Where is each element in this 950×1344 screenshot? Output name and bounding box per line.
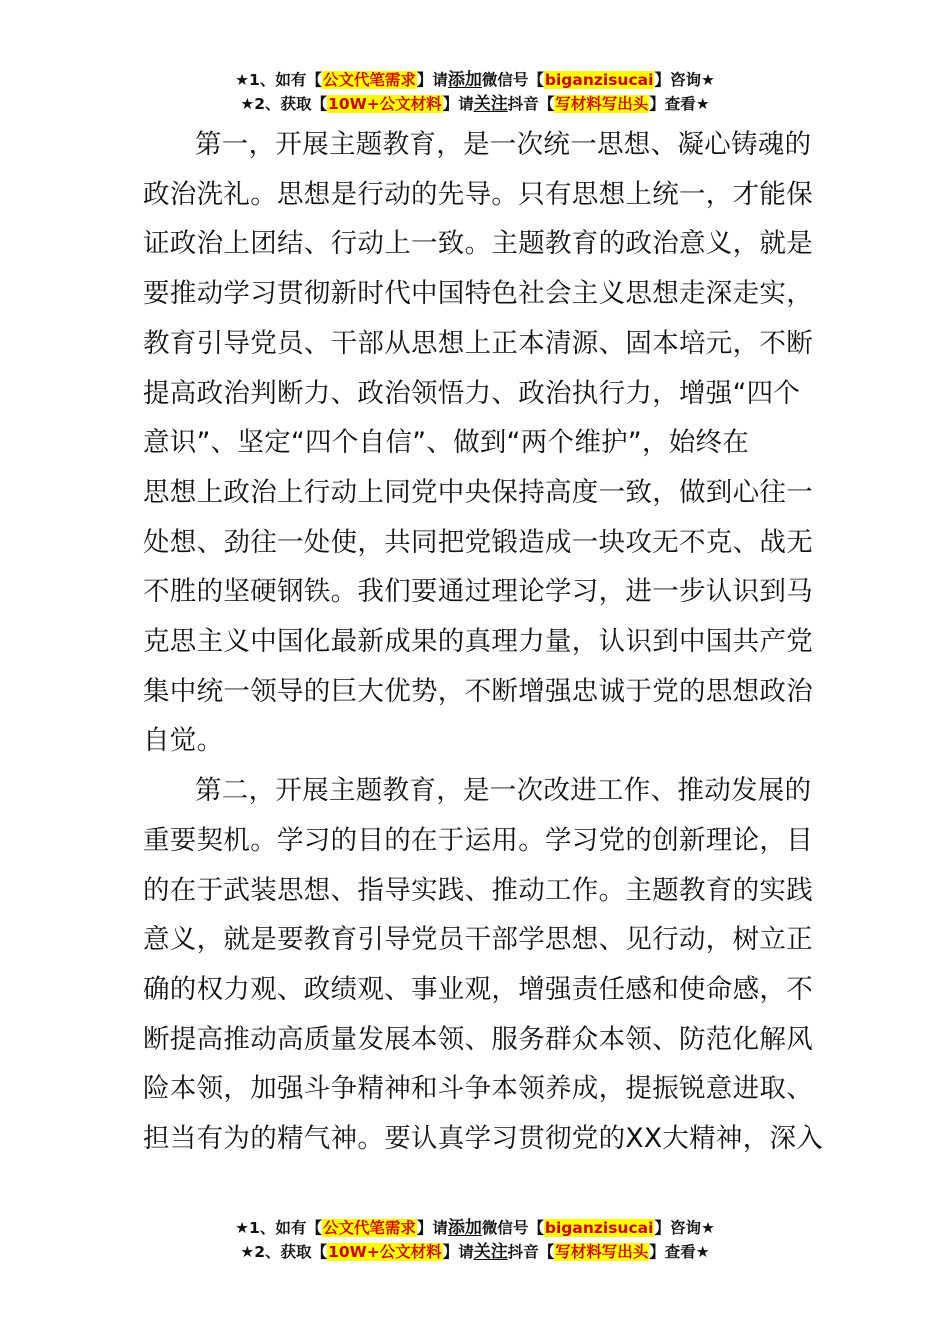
text-line: 第一，开展主题教育，是一次统一思想、凝心铸魂的	[195, 129, 812, 160]
banner-text: 微信号【	[481, 71, 544, 89]
banner-text: 】请	[416, 71, 448, 89]
banner-text: 】请	[442, 95, 474, 113]
highlight-service: 公文代笔需求	[322, 1219, 416, 1237]
banner-text: ★2、获取【	[240, 1243, 328, 1261]
text-line: 的在于武装思想、指导实践、推动工作。主题教育的实践	[143, 874, 813, 906]
text-line: 确的权力观、政绩观、事业观，增强责任感和使命感，不	[143, 973, 813, 1005]
text-line: 要推动学习贯彻新时代中国特色社会主义思想走深走实，	[143, 278, 813, 310]
document-body	[143, 120, 824, 1164]
text-line: 提高政治判断力、政治领悟力、政治执行力，增强“四个	[143, 377, 801, 409]
banner-emphasis: 关注	[473, 1242, 508, 1262]
paragraph-1	[143, 120, 813, 766]
banner-emphasis: 关注	[473, 94, 508, 114]
footer-banner	[0, 1216, 950, 1264]
banner-text: 】请	[416, 1219, 448, 1237]
text-line: 处想、劲往一处使，共同把党锻造成一块攻无不克、战无	[143, 526, 813, 558]
text-line: 意识”、坚定“四个自信”、做到“两个维护”，始终在	[143, 427, 750, 459]
banner-line-1	[0, 68, 950, 92]
text-line: 克思主义中国化最新成果的真理力量，认识到中国共产党	[143, 626, 813, 658]
highlight-materials: 10W+公文材料	[328, 95, 442, 113]
banner-text: 】请	[442, 1243, 474, 1261]
banner-text: ★1、如有【	[235, 71, 322, 89]
banner-emphasis: 添加	[447, 1218, 482, 1238]
banner-emphasis: 添加	[447, 70, 482, 90]
banner-line-1	[0, 1216, 950, 1240]
banner-text: ★1、如有【	[235, 1219, 322, 1237]
banner-text: 】查看★	[649, 1243, 710, 1261]
banner-line-2	[0, 1240, 950, 1264]
highlight-materials: 10W+公文材料	[328, 1243, 442, 1261]
wechat-id: biganzisucai	[544, 1219, 654, 1237]
text-line: 思想上政治上行动上同党中央保持高度一致，做到心往一	[143, 476, 813, 508]
banner-text: 微信号【	[481, 1219, 544, 1237]
paragraph-2	[143, 766, 824, 1164]
banner-text: 抖音【	[507, 1243, 555, 1261]
text-line: 重要契机。学习的目的在于运用。学习党的创新理论，目	[143, 824, 813, 856]
text-line: 不胜的坚硬钢铁。我们要通过理论学习，进一步认识到马	[143, 576, 813, 608]
banner-text: 抖音【	[507, 95, 555, 113]
wechat-id: biganzisucai	[544, 71, 654, 89]
douyin-account: 写材料写出头	[555, 95, 649, 113]
banner-text: 】咨询★	[654, 71, 715, 89]
text-line: 险本领，加强斗争精神和斗争本领养成，提振锐意进取、	[143, 1073, 813, 1105]
text-line: 意义，就是要教育引导党员干部学思想、见行动，树立正	[143, 924, 813, 956]
banner-text: 】咨询★	[654, 1219, 715, 1237]
douyin-account: 写材料写出头	[555, 1243, 649, 1261]
banner-line-2	[0, 92, 950, 116]
text-line: 集中统一领导的巨大优势，不断增强忠诚于党的思想政治	[143, 675, 813, 707]
text-line: 断提高推动高质量发展本领、服务群众本领、防范化解风	[143, 1023, 813, 1055]
header-banner	[0, 68, 950, 116]
text-line: 第二，开展主题教育，是一次改进工作、推动发展的	[195, 775, 812, 807]
highlight-service: 公文代笔需求	[322, 71, 416, 89]
text-line: 自觉。	[143, 725, 224, 757]
text-line: 担当有为的精气神。要认真学习贯彻党的XX大精神，深入	[143, 1123, 824, 1155]
banner-text: 】查看★	[649, 95, 710, 113]
banner-text: ★2、获取【	[240, 95, 328, 113]
text-line: 教育引导党员、干部从思想上正本清源、固本培元，不断	[143, 327, 813, 359]
text-line: 证政治上团结、行动上一致。主题教育的政治意义，就是	[143, 228, 813, 260]
text-line: 政治洗礼。思想是行动的先导。只有思想上统一，才能保	[143, 178, 813, 210]
